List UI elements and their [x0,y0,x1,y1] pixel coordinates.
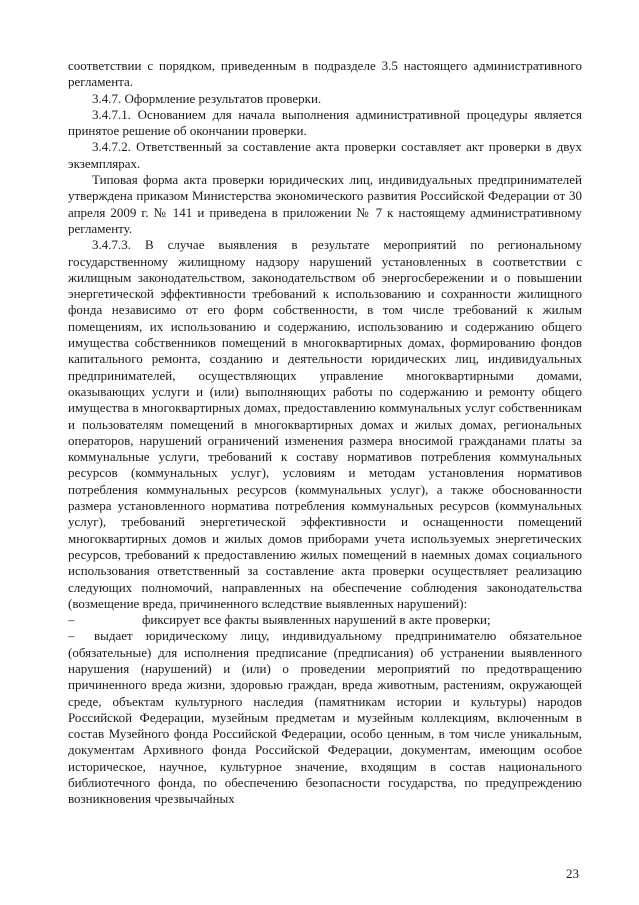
list-dash: – [68,628,75,644]
section-heading-3-4-7: 3.4.7. Оформление результатов проверки. [92,90,322,106]
list-item [68,612,582,628]
paragraph-3-4-7-2: 3.4.7.2. Ответственный за составление акта проверки составляет акт проверки в двух экземплярах. [68,139,582,171]
list-dash: – [68,612,75,628]
paragraph-3-4-7-3: 3.4.7.3. В случае выявления в результате мероприятий по региональному государственному жилищному надзору нарушений установленных в соответствии с жилищным законодательством, законодательством об энергосбережении и о повышении энергетической эффективности требований к использованию и сохранности жилищного фонда независимо от его форм собственности, в том числе требований к жилым помещениям, их использованию и содержанию, использованию и содержанию общего имущества собственников помещений в многоквартирных домах, формированию фондов капитального ремонта, созданию и деятельности юридических лиц, индивидуальных предпринимателей, осуществляющих управление многоквартирными домами, оказывающих услуги и (или) выполняющих работы по содержанию и ремонту общего имущества в многоквартирных домах, предоставлению коммунальных услуг собственникам и пользователям помещений в многоквартирных домах и жилых домах, региональных операторов, нарушений ограничений изменения размера вносимой гражданами платы за коммунальные услуги, требований к составу нормативов потребления коммунальных ресурсов (коммунальных услуг), условиям и методам установления нормативов потребления коммунальных ресурсов (коммунальных услуг), а также обоснованности размера установленного норматива потребления коммунальных ресурсов (коммунальных услуг), требований энергетической эффективности и оснащенности помещений многоквартирных домов и жилых домов приборами учета используемых энергетических ресурсов, требований к предоставлению жилых помещений в наемных домах социального использования ответственный за составление акта проверки осуществляет реализацию следующих полномочий, направленных на обеспечение соблюдения законодательства (возмещение вреда, причиненного вследствие выявленных нарушений): [68,237,582,611]
list-item [68,628,582,807]
paragraph-continuation: соответствии с порядком, приведенным в подразделе 3.5 настоящего административного регламента. [68,58,582,90]
document-page [68,58,582,808]
list-item-text: выдает юридическому лицу, индивидуальному предпринимателю обязательное (обязательные) для исполнения предписание (предписания) об устранении выявленного нарушения (нарушений) и (или) о проведении мероприятий по предотвращению причиненного вреда жизни, здоровью граждан, вреда животным, растениям, окружающей среде, объектам культурного наследия (памятникам истории и культуры) народов Российской Федерации, музейным предметам и музейным коллекциям, включенным в состав Музейного фонда Российской Федерации, особо ценным, в том числе уникальным, документам Архивного фонда Российской Федерации, документам, имеющим особое историческое, научное, культурное значение, входящим в состав национального библиотечного фонда, по обеспечению безопасности государства, по предупреждению возникновения чрезвычайных [68,628,582,807]
page-number: 23 [566,866,579,881]
paragraph-typical-form: Типовая форма акта проверки юридических лиц, индивидуальных предпринимателей утверждена приказом Министерства экономического развития Российской Федерации от 30 апреля 2009 г. № 141 и приведена в приложении № 7 к настоящему административному регламенту. [68,172,582,236]
list-item-text: фиксирует все факты выявленных нарушений в акте проверки; [142,612,491,628]
paragraph-3-4-7-1: 3.4.7.1. Основанием для начала выполнения административной процедуры является принятое решение об окончании проверки. [68,106,582,139]
